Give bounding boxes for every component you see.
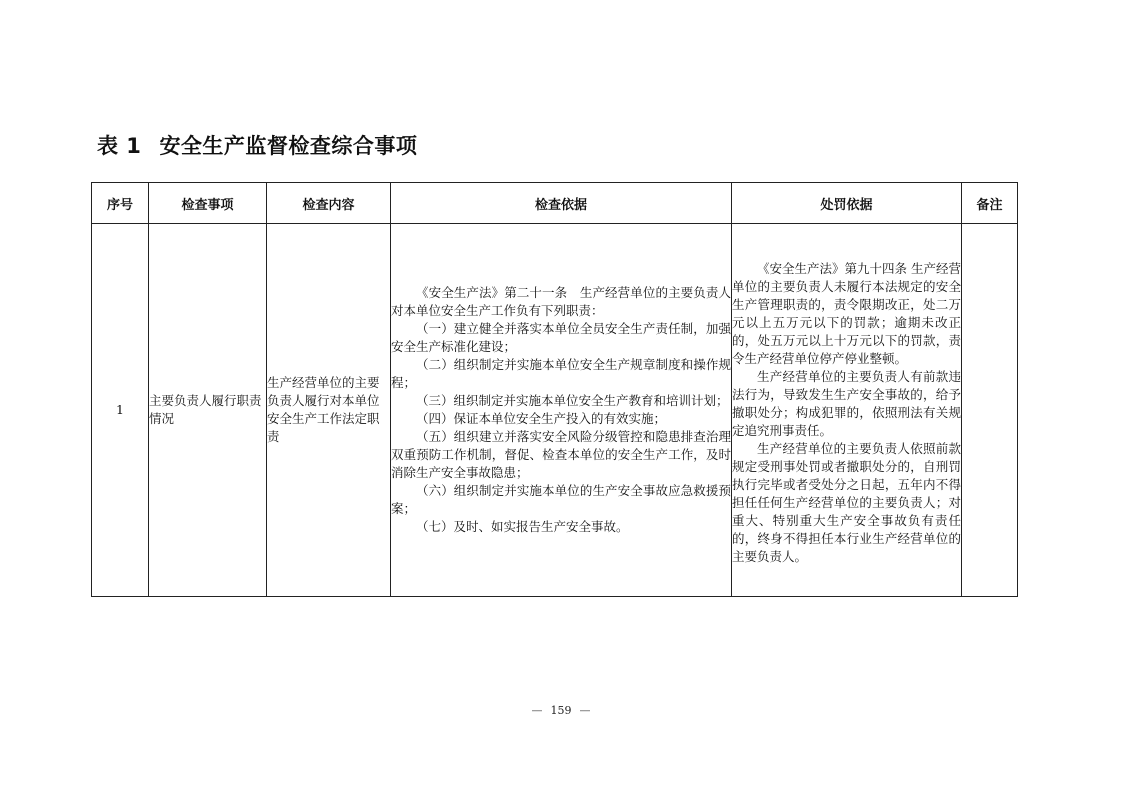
basis-paragraph: （二）组织制定并实施本单位安全生产规章制度和操作规程； <box>391 357 731 390</box>
table-header-row <box>92 183 1018 224</box>
table-title-text: 安全生产监督检查综合事项 <box>159 134 418 158</box>
basis-paragraph: （五）组织建立并落实安全风险分级管控和隐患排查治理双重预防工作机制，督促、检查本单位的安全生产工作，及时消除生产安全事故隐患； <box>391 429 731 480</box>
penalty-paragraph: 《安全生产法》第九十四条 生产经营单位的主要负责人未履行本法规定的安全生产管理职责的，责令限期改正，处二万元以上五万元以下的罚款；逾期未改正的，处五万元以上十万元以下的罚款，责令生产经营单位停产停业整顿。 <box>732 261 961 366</box>
row-penalty-basis <box>732 224 962 597</box>
page-footer <box>0 704 1122 717</box>
page-number: 159 <box>550 704 572 717</box>
row-inspection-item: 主要负责人履行职责情况 <box>149 224 267 597</box>
table-row <box>92 224 1018 597</box>
basis-paragraph: 《安全生产法》第二十一条 生产经营单位的主要负责人对本单位安全生产工作负有下列职责： <box>391 285 731 318</box>
inspection-table <box>91 182 1018 597</box>
row-inspection-content: 生产经营单位的主要负责人履行对本单位安全生产工作法定职责 <box>267 224 391 597</box>
row-serial-number: 1 <box>92 224 149 597</box>
row-remark <box>962 224 1018 597</box>
basis-paragraph: （三）组织制定并实施本单位安全生产教育和培训计划； <box>416 393 729 408</box>
penalty-paragraph: 生产经营单位的主要负责人依照前款规定受刑事处罚或者撤职处分的，自刑罚执行完毕或者受处分之日起，五年内不得担任任何生产经营单位的主要负责人；对重大、特别重大生产安全事故负有责任的，终身不得担任本行业生产经营单位的主要负责人。 <box>732 441 961 564</box>
basis-paragraph: （六）组织制定并实施本单位的生产安全事故应急救援预案； <box>391 483 731 516</box>
header-inspection-content: 检查内容 <box>267 183 391 224</box>
header-penalty-basis: 处罚依据 <box>732 183 962 224</box>
footer-dash-right: — <box>579 704 591 717</box>
footer-dash-left: — <box>531 704 543 717</box>
table-label: 表 1 <box>97 134 142 158</box>
page-title <box>97 130 417 160</box>
header-inspection-basis: 检查依据 <box>391 183 732 224</box>
basis-paragraph: （四）保证本单位安全生产投入的有效实施； <box>416 411 667 426</box>
header-inspection-item: 检查事项 <box>149 183 267 224</box>
header-serial-number: 序号 <box>92 183 149 224</box>
row-inspection-basis <box>391 224 732 597</box>
penalty-paragraph: 生产经营单位的主要负责人有前款违法行为，导致发生生产安全事故的，给予撤职处分；构成犯罪的，依照刑法有关规定追究刑事责任。 <box>732 369 961 438</box>
basis-paragraph: （七）及时、如实报告生产安全事故。 <box>416 519 629 534</box>
basis-paragraph: （一）建立健全并落实本单位全员安全生产责任制，加强安全生产标准化建设； <box>391 321 731 354</box>
header-remark: 备注 <box>962 183 1018 224</box>
